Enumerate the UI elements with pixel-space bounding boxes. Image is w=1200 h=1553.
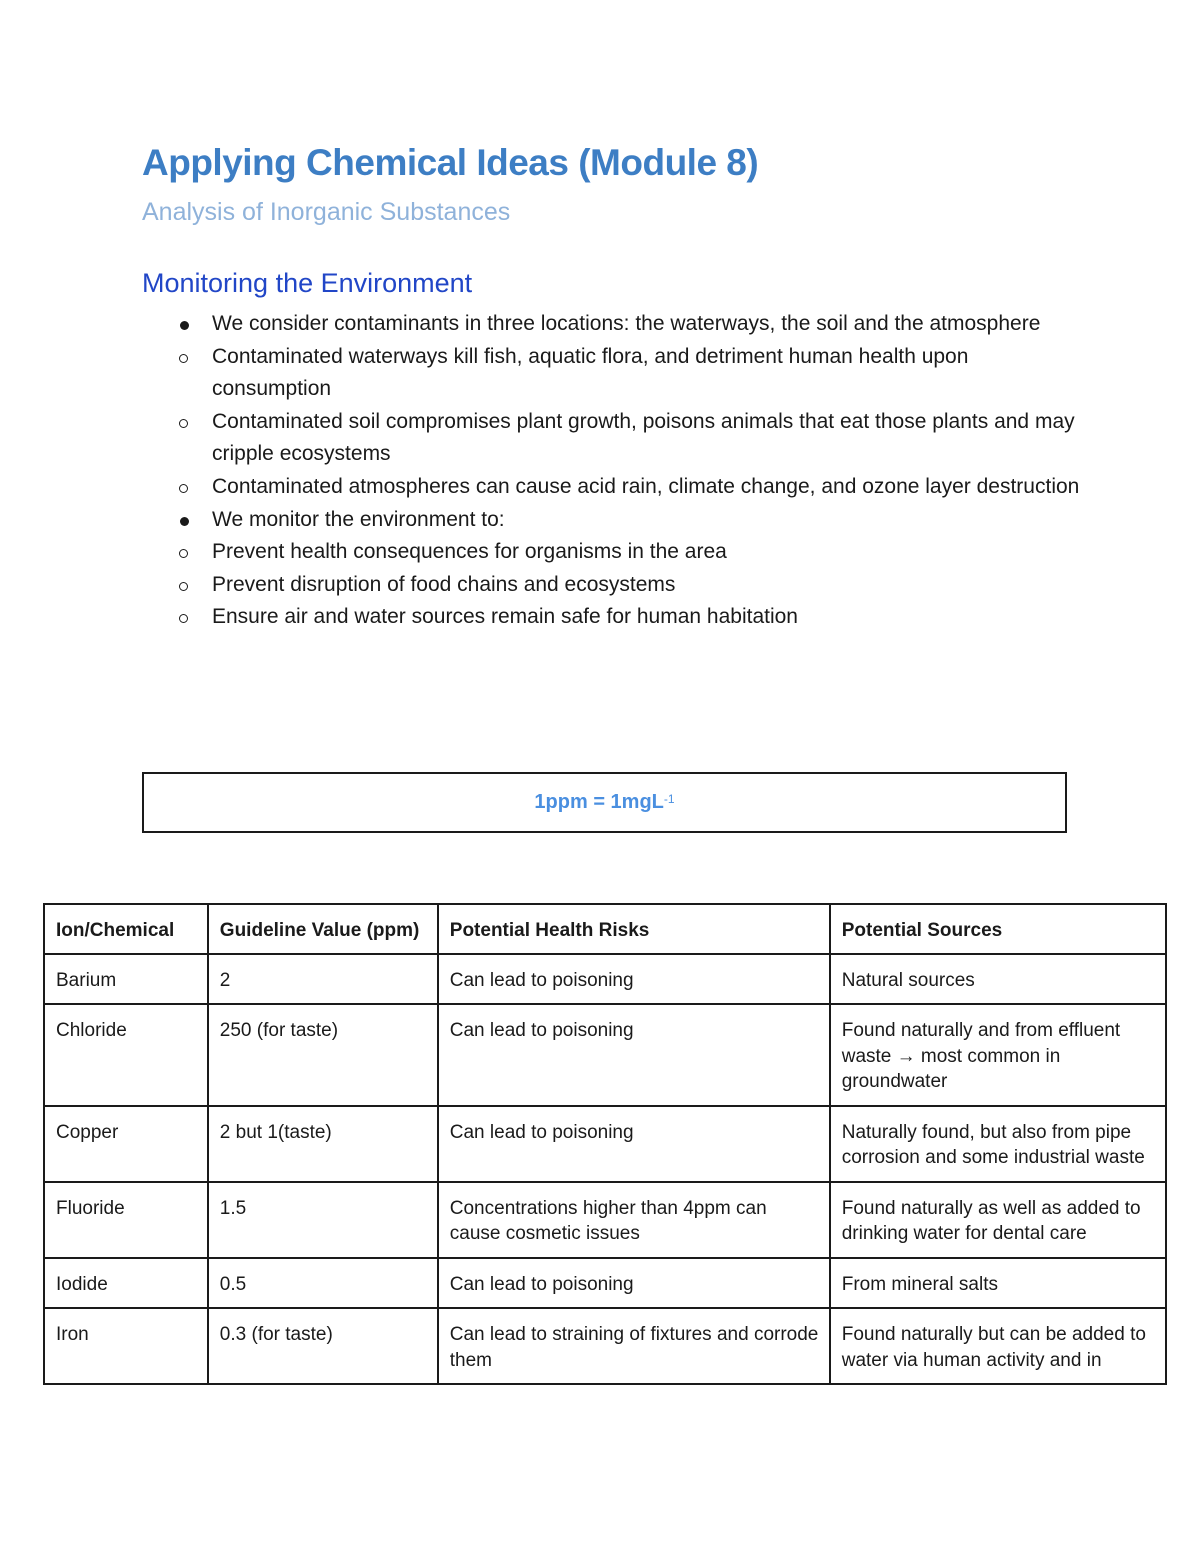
table-row [44, 1004, 1166, 1106]
table-row [44, 1308, 1166, 1384]
bullet-circle-icon [179, 484, 188, 493]
column-header: Potential Sources [830, 904, 1166, 954]
bullet-text: We monitor the environment to: [212, 507, 505, 531]
table-cell: Natural sources [830, 954, 1166, 1005]
table-cell: Iron [44, 1308, 208, 1384]
column-header: Guideline Value (ppm) [208, 904, 438, 954]
table-cell: Can lead to poisoning [438, 1004, 830, 1106]
table-cell: 1.5 [208, 1182, 438, 1258]
table-row [44, 954, 1166, 1005]
bullet-point [142, 308, 1082, 504]
table-row [44, 1106, 1166, 1182]
page-subtitle: Analysis of Inorganic Substances [142, 198, 511, 226]
sub-bullet-point [142, 536, 1082, 569]
bullet-circle-icon [179, 419, 188, 428]
bullet-dot-icon [180, 517, 189, 526]
section-heading: Monitoring the Environment [142, 268, 473, 298]
sub-bullet-text: Contaminated atmospheres can cause acid rain, climate change, and ozone layer destruction [212, 474, 1080, 498]
bullet-point [142, 504, 1082, 634]
formula-superscript: -1 [663, 791, 675, 806]
sub-bullet-text: Contaminated soil compromises plant growth, poisons animals that eat those plants and may cripple ecosystems [212, 409, 1075, 466]
table-row [44, 1258, 1166, 1309]
table-cell: Can lead to poisoning [438, 1258, 830, 1309]
table-cell: Can lead to poisoning [438, 954, 830, 1005]
formula-box [142, 772, 1067, 833]
table-cell: Chloride [44, 1004, 208, 1106]
bullet-dot-icon [180, 321, 189, 330]
table-cell: Barium [44, 954, 208, 1005]
table-row [44, 1182, 1166, 1258]
sub-bullet-text: Prevent disruption of food chains and ecosystems [212, 572, 676, 596]
table-cell: 0.5 [208, 1258, 438, 1309]
sub-bullet-point [142, 569, 1082, 602]
table-cell: Found naturally as well as added to drinking water for dental care [830, 1182, 1166, 1258]
bullet-circle-icon [179, 614, 188, 623]
formula-text: 1ppm = 1mgL [534, 791, 664, 813]
sub-bullet-point [142, 341, 1082, 406]
sub-bullet-point [142, 601, 1082, 634]
table-cell: From mineral salts [830, 1258, 1166, 1309]
sub-bullet-text: Ensure air and water sources remain safe for human habitation [212, 605, 798, 629]
sub-bullet-point [142, 406, 1082, 471]
bullet-circle-icon [179, 582, 188, 591]
sub-bullet-point [142, 471, 1082, 504]
table-cell: Fluoride [44, 1182, 208, 1258]
table-cell: 2 [208, 954, 438, 1005]
table-cell: Copper [44, 1106, 208, 1182]
notes-list [142, 308, 1082, 634]
sub-bullet-text: Prevent health consequences for organisms in the area [212, 540, 727, 564]
bullet-circle-icon [179, 354, 188, 363]
table-cell: Found naturally and from effluent waste → most common in groundwater [830, 1004, 1166, 1106]
table-cell: Can lead to straining of fixtures and corrode them [438, 1308, 830, 1384]
table-cell: 0.3 (for taste) [208, 1308, 438, 1384]
table-cell: Iodide [44, 1258, 208, 1309]
bullet-text: We consider contaminants in three locations: the waterways, the soil and the atmosphere [212, 312, 1041, 335]
table-cell: 250 (for taste) [208, 1004, 438, 1106]
table-cell: Concentrations higher than 4ppm can cause cosmetic issues [438, 1182, 830, 1258]
table-cell: 2 but 1(taste) [208, 1106, 438, 1182]
bullet-circle-icon [179, 549, 188, 558]
table-cell: Naturally found, but also from pipe corrosion and some industrial waste [830, 1106, 1166, 1182]
column-header: Ion/Chemical [44, 904, 208, 954]
guideline-table [43, 903, 1167, 1385]
page-title: Applying Chemical Ideas (Module 8) [142, 142, 759, 183]
table-cell: Can lead to poisoning [438, 1106, 830, 1182]
column-header: Potential Health Risks [438, 904, 830, 954]
sub-bullet-text: Contaminated waterways kill fish, aquatic flora, and detriment human health upon consumption [212, 344, 969, 401]
table-cell: Found naturally but can be added to water via human activity and in [830, 1308, 1166, 1384]
table-header-row [44, 904, 1166, 954]
